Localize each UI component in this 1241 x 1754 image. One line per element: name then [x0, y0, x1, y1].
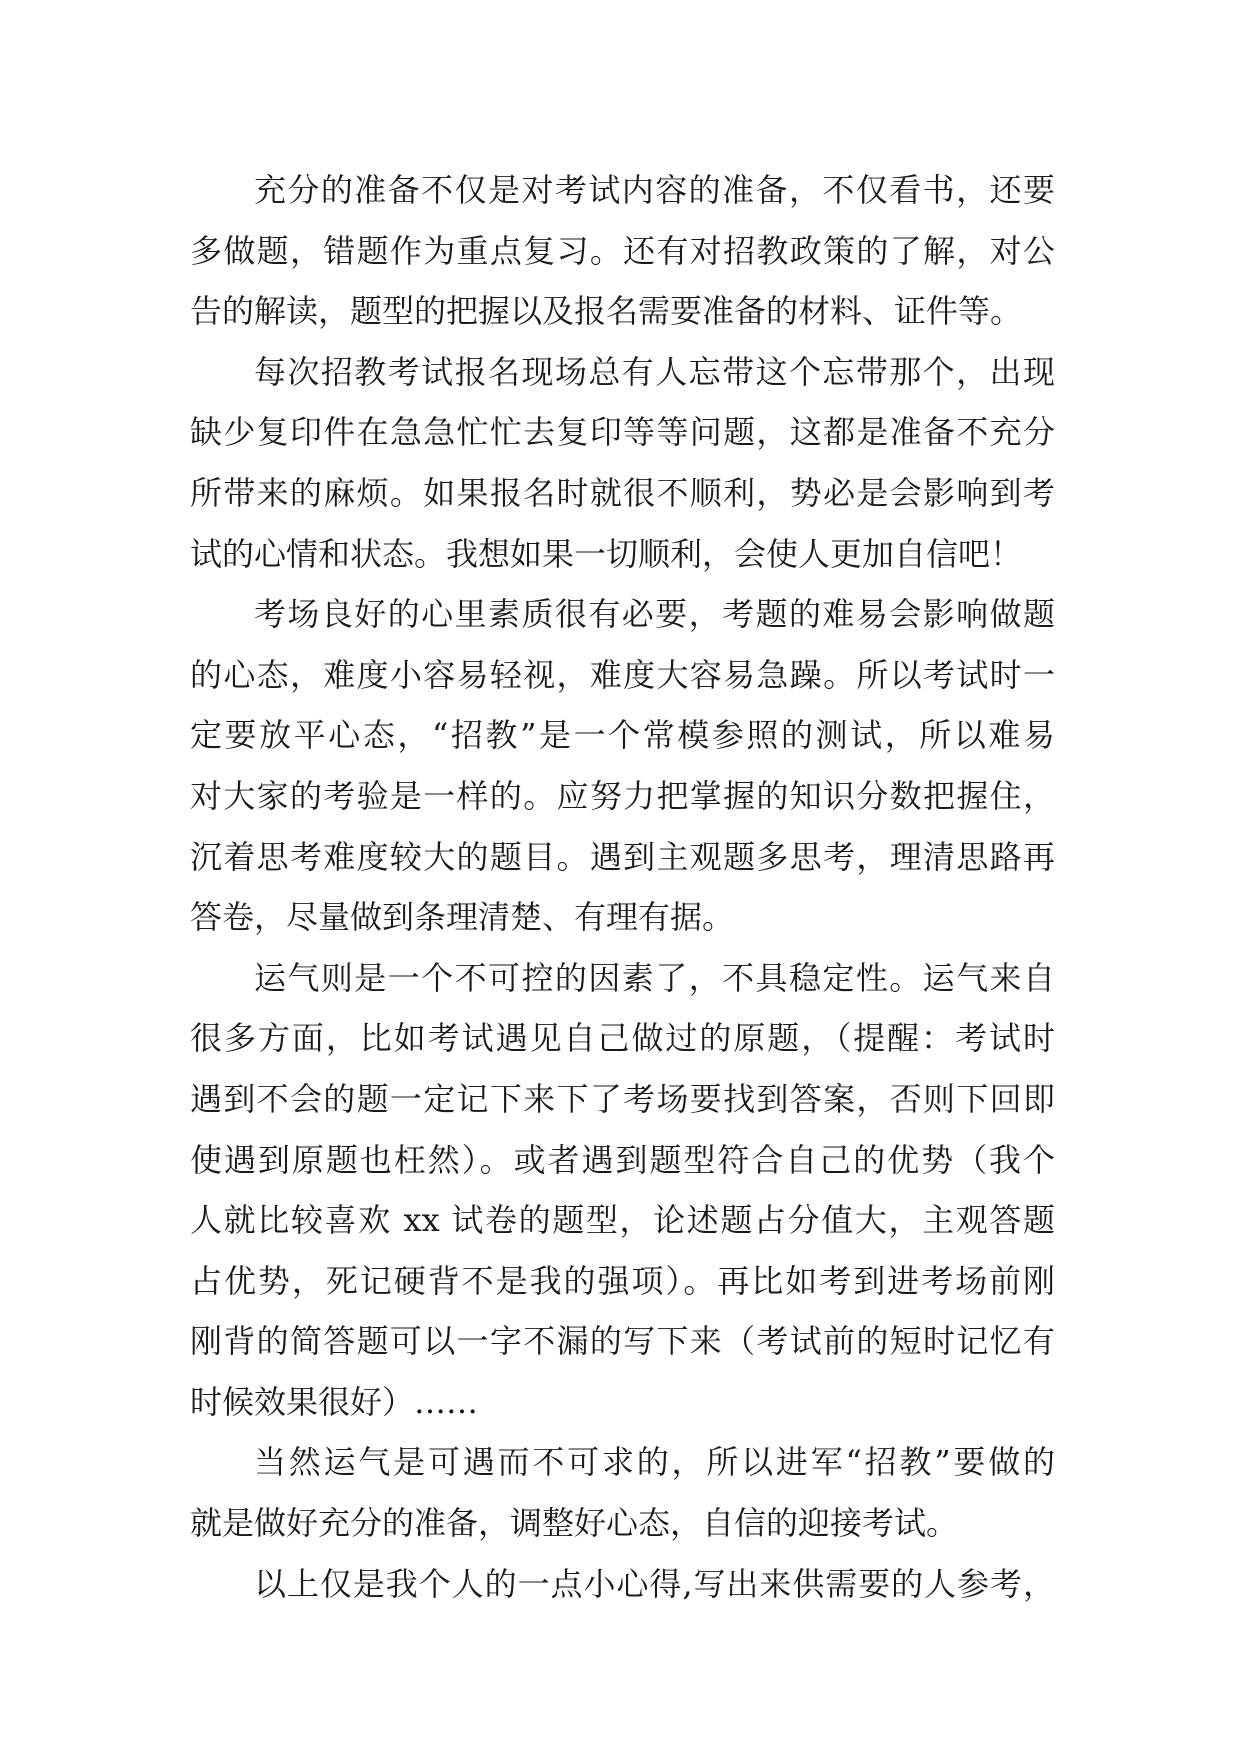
text-line: 多做题，错题作为重点复习。还有对招教政策的了解，对公: [190, 231, 1055, 270]
text-line: 以上仅是我个人的一点小心得,写出来供需要的人参考，: [254, 1564, 1055, 1603]
text-line: 的心态，难度小容易轻视，难度大容易急躁。所以考试时一: [190, 655, 1055, 694]
text-line: 试的心情和状态。我想如果一切顺利，会使人更加自信吧！: [190, 534, 1023, 573]
paragraph-preparation: [190, 160, 1055, 342]
text-line: 缺少复印件在急急忙忙去复印等等问题，这都是准备不充分: [190, 413, 1055, 452]
text-line: 考场良好的心里素质很有必要，考题的难易会影响做题: [254, 595, 1055, 634]
text-line: 告的解读，题型的把握以及报名需要准备的材料、证件等。: [190, 292, 1023, 331]
text-line: 充分的准备不仅是对考试内容的准备，不仅看书，还要: [254, 171, 1055, 209]
paragraph-conclusion: [190, 1432, 1055, 1553]
paragraph-luck: [190, 948, 1055, 1433]
text-line: 刚背的简答题可以一字不漏的写下来（考试前的短时记忆有: [190, 1322, 1055, 1361]
text-line: 人就比较喜欢 xx 试卷的题型，论述题占分值大，主观答题: [190, 1201, 1055, 1240]
text-line: 定要放平心态，“招教”是一个常模参照的测试，所以难易: [190, 716, 1055, 755]
text-line: 占优势，死记硬背不是我的强项）。再比如考到进考场前刚: [190, 1261, 1055, 1300]
text-line: 使遇到原题也枉然）。或者遇到题型符合自己的优势（我个: [190, 1140, 1055, 1179]
text-line: 对大家的考验是一样的。应努力把掌握的知识分数把握住，: [190, 776, 1055, 815]
paragraph-registration: [190, 342, 1055, 584]
text-line: 所带来的麻烦。如果报名时就很不顺利，势必是会影响到考: [190, 473, 1055, 512]
document-body: [190, 160, 1055, 1614]
text-line: 很多方面，比如考试遇见自己做过的原题，（提醒：考试时: [190, 1019, 1055, 1058]
text-line: 时候效果很好）……: [190, 1382, 479, 1421]
text-line: 运气则是一个不可控的因素了，不具稳定性。运气来自: [254, 958, 1055, 997]
paragraph-mindset: [190, 584, 1055, 948]
text-line: 就是做好充分的准备，调整好心态，自信的迎接考试。: [190, 1504, 959, 1543]
text-line: 遇到不会的题一定记下来下了考场要找到答案，否则下回即: [190, 1079, 1055, 1118]
text-line: 当然运气是可遇而不可求的，所以进军“招教”要做的: [254, 1443, 1055, 1482]
text-line: 沉着思考难度较大的题目。遇到主观题多思考，理清思路再: [190, 837, 1055, 876]
text-line: 答卷，尽量做到条理清楚、有理有据。: [190, 898, 735, 937]
text-line: 每次招教考试报名现场总有人忘带这个忘带那个，出现: [254, 352, 1055, 391]
paragraph-closing: [190, 1554, 1055, 1615]
